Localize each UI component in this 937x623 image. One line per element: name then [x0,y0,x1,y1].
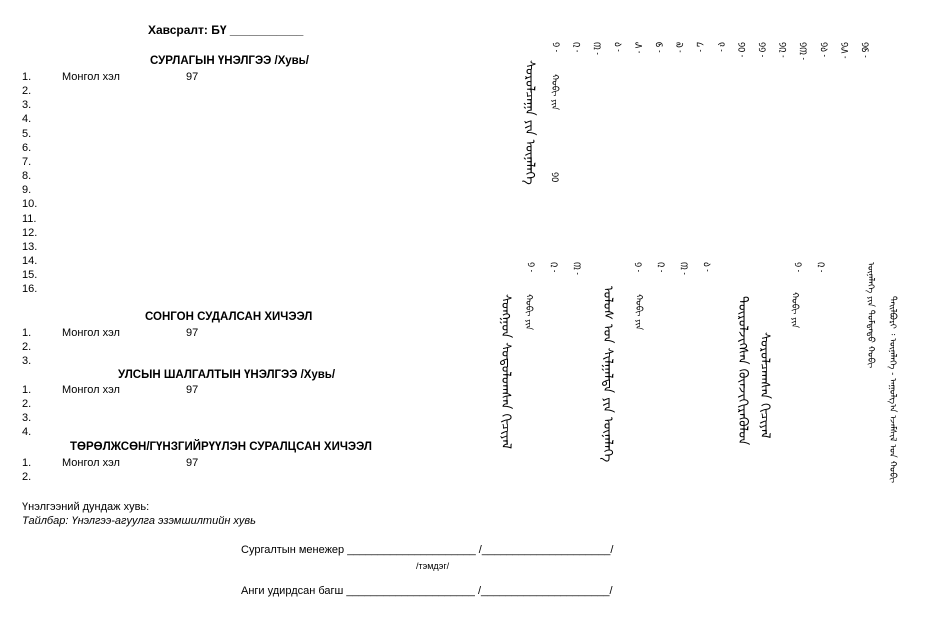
mongolian-note-text: ᠲᠠᠢᠯᠪᠤᠷᠢ ᠄ ᠦᠨᠡᠯᠡᠭᠡ - ᠠᠭᠤᠯᠭ᠎ᠠ ᠡᠵᠡᠮᠰᠢᠯ ᠤᠨ ᠬᠤᠪᠢ [887,296,897,483]
mongolian-number: ᠔ ᠊ [701,262,711,272]
mongolian-grades-sub: ᠬᠤᠪᠢ ᠶᠢᠨ [549,74,559,111]
mongolian-state-exam-sub: ᠬᠤᠪᠢ ᠶᠢᠨ [633,294,643,331]
mongolian-grades-sub2: ᠑᠐ [549,172,559,183]
row-number: 3. [22,412,32,425]
list-item [0,341,300,354]
mongolian-number: ᠑᠓ ᠊ [797,42,808,60]
row-number: 2. [22,85,32,98]
list-item [0,412,300,425]
mongolian-advanced-title: ᠲᠥᠷᠥᠯᠵᠢᠭᠰᠡᠨ ᠭᠦᠨᠵᠢᠭᠢᠷᠡᠭᠦᠯᠦᠨ [735,296,750,446]
list-item [0,426,300,439]
section-title-advanced: ТӨРӨЛЖСӨН/ГҮНЗГИЙРҮҮЛЭН СУРАЛЦСАН ХИЧЭЭЛ [70,441,372,453]
row-number: 2. [22,341,32,354]
row-number: 2. [22,471,32,484]
row-number: 10. [22,198,38,211]
mongolian-number: ᠒ ᠊ [570,42,581,52]
slash-4: / [609,585,613,597]
row-number: 8. [22,170,32,183]
manager-line [241,544,613,557]
manager-name-blank: _____________________ [347,544,476,556]
row-number: 5. [22,127,32,140]
mongolian-number: ᠑ ᠊ [792,262,802,272]
list-item [0,170,300,183]
teacher-name-blank: _____________________ [346,585,475,597]
list-item [0,85,300,98]
list-item [0,198,300,211]
slash-2: / [610,544,614,556]
stamp-caption: /тэмдэг/ [416,561,450,571]
list-item [0,113,300,126]
mongolian-number: ᠒ ᠊ [815,262,825,272]
mongolian-number: ᠑᠑ ᠊ [756,42,766,57]
mongolian-number: ᠗ ᠊ [673,42,684,53]
mongolian-number: ᠕ ᠊ [632,42,643,53]
subject-name: Монгол хэл [62,71,120,83]
row-number: 1. [22,327,32,339]
row-number: 1. [22,71,32,83]
section-title-state-exam: УЛСЫН ШАЛГАЛТЫН ҮНЭЛГЭЭ /Хувь/ [118,369,336,381]
list-item [0,241,300,254]
mongolian-number: ᠑᠐ ᠊ [735,42,746,57]
mongolian-number: ᠑᠖ ᠊ [859,42,869,58]
mongolian-advanced-title2: ᠰᠤᠷᠤᠯᠴᠠᠭᠰᠠᠨ ᠬᠢᠴᠢᠶᠡᠯ [757,332,772,439]
mongolian-number: ᠓ ᠊ [678,262,688,275]
score-value: 97 [186,71,199,83]
mongolian-number: ᠓ ᠊ [571,262,581,275]
row-number: 4. [22,426,32,439]
mongolian-grades-title: ᠰᠤᠷᠤᠯᠴᠠᠭᠠ ᠶᠢᠨ ᠦᠨᠡᠯᠡᠭᠡ [522,60,537,185]
list-item [0,184,300,197]
mongolian-number: ᠑᠕ ᠊ [838,42,849,58]
mongolian-number: ᠒ ᠊ [655,262,665,272]
mongolian-state-exam-title: ᠤᠯᠤᠰ ᠤᠨ ᠰᠢᠯᠭᠠᠯᠲᠠ ᠶᠢᠨ ᠦᠨᠡᠯᠡᠭᠡ [600,286,615,463]
row-number: 9. [22,184,32,197]
slash-1: / [478,544,482,556]
list-item [0,283,300,296]
row-number: 7. [22,155,32,168]
list-item [0,227,300,240]
mongolian-number: ᠓ ᠊ [591,42,602,55]
score-value: 97 [186,457,199,469]
subject-name: Монгол хэл [62,327,120,339]
row-number: 1. [22,384,32,396]
row-number: 11. [22,212,37,225]
list-item [0,327,300,340]
row-number: 3. [22,99,32,112]
list-item [0,398,300,411]
list-item [0,255,300,268]
row-number: 4. [22,113,32,126]
teacher-line [241,585,613,598]
section-title-grades: СУРЛАГЫН ҮНЭЛГЭЭ /Хувь/ [150,55,309,67]
mongolian-advanced-sub: ᠬᠤᠪᠢ ᠶᠢᠨ [789,292,799,329]
row-number: 6. [22,141,32,154]
section-title-elective: СОНГОН СУДАЛСАН ХИЧЭЭЛ [145,311,313,323]
mongolian-number: ᠒ ᠊ [548,262,558,272]
teacher-label: Анги удирдсан багш [241,585,344,597]
slash-3: / [477,585,482,597]
row-number: 16. [22,283,38,296]
teacher-sign-blank: _____________________ [481,585,610,597]
subject-name: Монгол хэл [62,384,120,396]
mongolian-number: ᠘ ᠊ [694,42,705,52]
row-number: 2. [22,398,32,411]
list-item [0,355,300,368]
appendix-label: Хавсралт: БҮ [148,23,227,37]
appendix-header [148,24,303,37]
list-item [0,142,300,155]
mongolian-elective-title: ᠰᠣᠩᠭᠣᠨ ᠰᠤᠳᠤᠯᠤᠭᠰᠠᠨ ᠬᠢᠴᠢᠶᠡᠯ [498,294,513,449]
mongolian-number: ᠖ ᠊ [653,42,663,53]
list-item [0,471,300,484]
mongolian-number: ᠔ ᠊ [611,42,622,52]
mongolian-average-label: ᠦᠨᠡᠯᠡᠭᠡ ᠶᠢᠨ ᠳᠤᠮᠳᠠᠳᠤ ᠬᠤᠪᠢ [865,262,875,369]
mongolian-elective-sub: ᠬᠤᠪᠢ ᠶᠢᠨ [523,294,533,331]
mongolian-number: ᠑᠒ ᠊ [776,42,787,57]
row-number: 1. [22,457,32,469]
mongolian-number: ᠑᠔ ᠊ [817,42,828,57]
manager-label: Сургалтын менежер [241,544,345,556]
score-value: 97 [186,327,199,339]
subject-name: Монгол хэл [62,457,120,469]
appendix-blank: ___________ [229,23,304,37]
row-number: 15. [22,269,38,282]
row-number: 12. [22,226,38,239]
list-item [0,269,300,282]
score-value: 97 [186,384,199,396]
mongolian-number: ᠙ ᠊ [714,42,725,52]
average-label: Үнэлгээний дундаж хувь: [22,501,150,513]
mongolian-number: ᠑ ᠊ [550,42,560,52]
list-item [0,99,300,112]
list-item [0,128,300,141]
manager-sign-blank: _____________________ [481,544,611,556]
list-item [0,71,300,84]
mongolian-number: ᠑ ᠊ [632,262,642,272]
list-item [0,384,300,397]
list-item [0,156,300,169]
note-text: Тайлбар: Үнэлгээ-агуулга эзэмшилтийн хувь [22,515,256,527]
row-number: 3. [22,355,32,368]
row-number: 14. [22,254,38,267]
list-item [0,457,300,470]
mongolian-number: ᠑ ᠊ [525,262,535,272]
row-number: 13. [22,240,38,253]
list-item [0,213,300,226]
